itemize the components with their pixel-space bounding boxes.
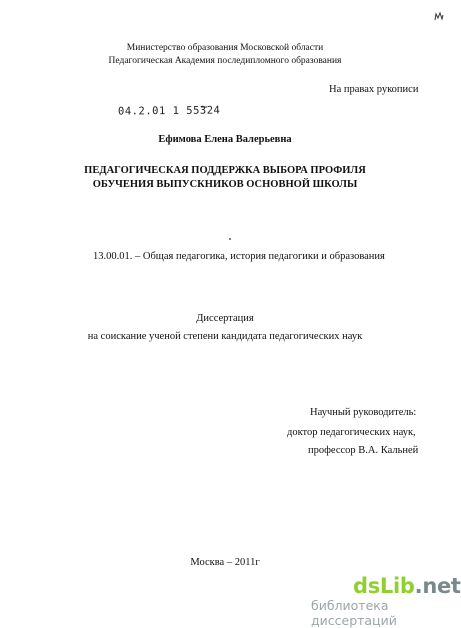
degree-purpose: на соискание ученой степени кандидата педагогических наук <box>87 331 363 342</box>
logo-main: dsLib <box>353 574 415 598</box>
ministry-line: Министерство образования Московской области <box>126 43 324 53</box>
dissertation-label: Диссертация <box>196 313 254 324</box>
stamp-mark <box>200 104 208 110</box>
dslib-watermark-subtitle: библиотека диссертаций <box>311 598 397 628</box>
academy-line: Педагогическая Академия последипломного образования <box>108 56 342 66</box>
specialty-code: 13.00.01. – Общая педагогика, история педагогики и образования <box>93 251 385 262</box>
thesis-title-line-1: ПЕДАГОГИЧЕСКАЯ ПОДДЕРЖКА ВЫБОРА ПРОФИЛЯ <box>84 165 366 176</box>
scan-speck <box>229 238 231 240</box>
supervisor-heading: Научный руководитель: <box>310 407 417 418</box>
dslib-watermark-logo <box>353 574 461 598</box>
thesis-title-line-2: ОБУЧЕНИЯ ВЫПУСКНИКОВ ОСНОВНОЙ ШКОЛЫ <box>92 179 358 190</box>
logo-suffix: .net <box>414 574 461 598</box>
rights-notice: На правах рукописи <box>329 84 419 95</box>
supervisor-degree: доктор педагогических наук, <box>287 427 416 438</box>
city-year: Москва – 2011г <box>190 557 260 568</box>
archive-stamp-number: 04.2.01 1 55324 <box>117 104 221 118</box>
author-name: Ефимова Елена Валерьевна <box>158 134 292 145</box>
supervisor-name: профессор В.А. Кальней <box>308 445 419 456</box>
scan-corner-mark <box>434 12 444 21</box>
